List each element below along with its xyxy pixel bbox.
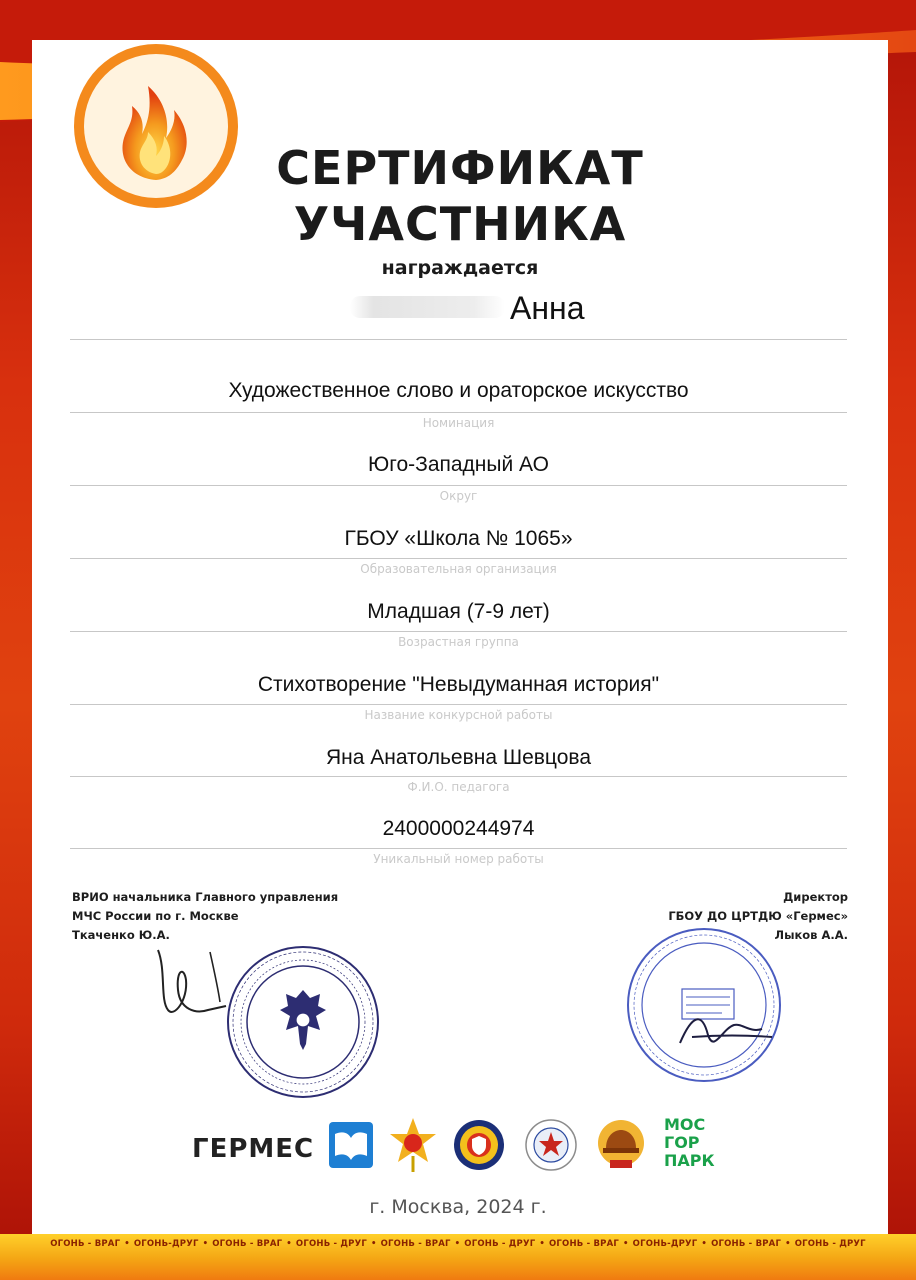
signature-right xyxy=(680,1019,772,1043)
signer-right-name: Лыков А.А. xyxy=(774,928,848,942)
partner-logos xyxy=(190,1112,730,1176)
slogan-item: ОГОНЬ - ВРАГ xyxy=(711,1239,782,1249)
divider xyxy=(70,339,847,340)
divider xyxy=(70,848,847,849)
fire-helmet-emblem xyxy=(594,1116,648,1174)
field-value-age-group: Младшая (7-9 лет) xyxy=(367,600,550,623)
slogan-separator: • xyxy=(202,1239,209,1249)
emercom-emblem xyxy=(386,1116,440,1174)
mosgorpark-logo xyxy=(664,1116,730,1174)
mosgorpark-line-1: МОС xyxy=(664,1115,706,1134)
field-value-organization: ГБОУ «Школа № 1065» xyxy=(344,527,573,550)
slogan-text xyxy=(0,1239,916,1249)
recipient xyxy=(260,288,660,332)
field-caption-nomination: Номинация xyxy=(422,416,495,430)
stamp-right xyxy=(622,925,792,1085)
field-caption-teacher: Ф.И.О. педагога xyxy=(407,780,510,794)
bottom-slogan-strip xyxy=(0,1234,916,1280)
certificate-title xyxy=(200,140,720,252)
safety-school-emblem xyxy=(452,1116,506,1174)
signer-left xyxy=(72,888,338,945)
field-value-district: Юго-Западный АО xyxy=(368,453,549,476)
slogan-separator: • xyxy=(785,1239,791,1249)
slogan-separator: • xyxy=(701,1239,708,1249)
slogan-separator: • xyxy=(454,1239,461,1249)
slogan-separator: • xyxy=(539,1239,545,1249)
slogan-item: ОГОНЬ - ДРУГ xyxy=(464,1239,536,1249)
awarded-label: награждается xyxy=(381,257,539,279)
hermes-logo-text: ГЕРМЕС xyxy=(192,1134,315,1164)
signer-right-organization: ГБОУ ДО ЦРТДЮ «Гермес» xyxy=(668,909,848,923)
open-book-logo xyxy=(324,1116,378,1174)
field-caption-work-id: Уникальный номер работы xyxy=(373,852,544,866)
field-caption-organization: Образовательная организация xyxy=(360,562,557,576)
signer-right-position: Директор xyxy=(783,890,848,904)
hermes-logo xyxy=(190,1122,315,1166)
mosgorpark-line-3: ПАРК xyxy=(664,1151,715,1170)
slogan-item: ОГОНЬ-ДРУГ xyxy=(133,1239,199,1249)
slogan-item: ОГОНЬ - ДРУГ xyxy=(794,1239,866,1249)
field-value-work-id: 2400000244974 xyxy=(382,817,535,840)
slogan-item: ОГОНЬ - ВРАГ xyxy=(380,1239,451,1249)
issue-place-date: г. Москва, 2024 г. xyxy=(369,1196,547,1218)
field-value-nomination: Художественное слово и ораторское искусство xyxy=(228,379,689,402)
divider xyxy=(70,704,847,705)
slogan-separator: • xyxy=(623,1239,629,1249)
divider xyxy=(70,558,847,559)
signer-left-position: ВРИО начальника Главного управления xyxy=(72,890,339,904)
moscow-education-emblem xyxy=(524,1116,578,1174)
stamp-left xyxy=(148,940,398,1100)
signer-left-name: Ткаченко Ю.А. xyxy=(72,928,170,942)
field-caption-district: Округ xyxy=(439,489,478,503)
redacted-surname xyxy=(350,296,505,318)
title-line-2: УЧАСТНИКА xyxy=(293,197,627,251)
title-line-1: СЕРТИФИКАТ xyxy=(276,141,644,195)
slogan-separator: • xyxy=(370,1239,377,1249)
divider xyxy=(70,485,847,486)
slogan-item: ОГОНЬ - ВРАГ xyxy=(212,1239,283,1249)
slogan-separator: • xyxy=(124,1239,130,1249)
slogan-item: ОГОНЬ-ДРУГ xyxy=(632,1239,698,1249)
divider xyxy=(70,776,847,777)
field-caption-work-title: Название конкурсной работы xyxy=(364,708,553,722)
field-value-work-title: Стихотворение "Невыдуманная история" xyxy=(257,673,660,696)
slogan-item: ОГОНЬ - ВРАГ xyxy=(549,1239,620,1249)
field-value-teacher: Яна Анатольевна Шевцова xyxy=(326,746,591,769)
divider xyxy=(70,412,847,413)
recipient-name: Анна xyxy=(510,290,585,326)
field-caption-age-group: Возрастная группа xyxy=(398,635,519,649)
slogan-separator: • xyxy=(286,1239,292,1249)
slogan-item: ОГОНЬ - ДРУГ xyxy=(295,1239,367,1249)
mosgorpark-line-2: ГОР xyxy=(664,1133,700,1152)
slogan-item: ОГОНЬ - ВРАГ xyxy=(50,1239,121,1249)
signer-left-organization: МЧС России по г. Москве xyxy=(72,909,239,923)
divider xyxy=(70,631,847,632)
